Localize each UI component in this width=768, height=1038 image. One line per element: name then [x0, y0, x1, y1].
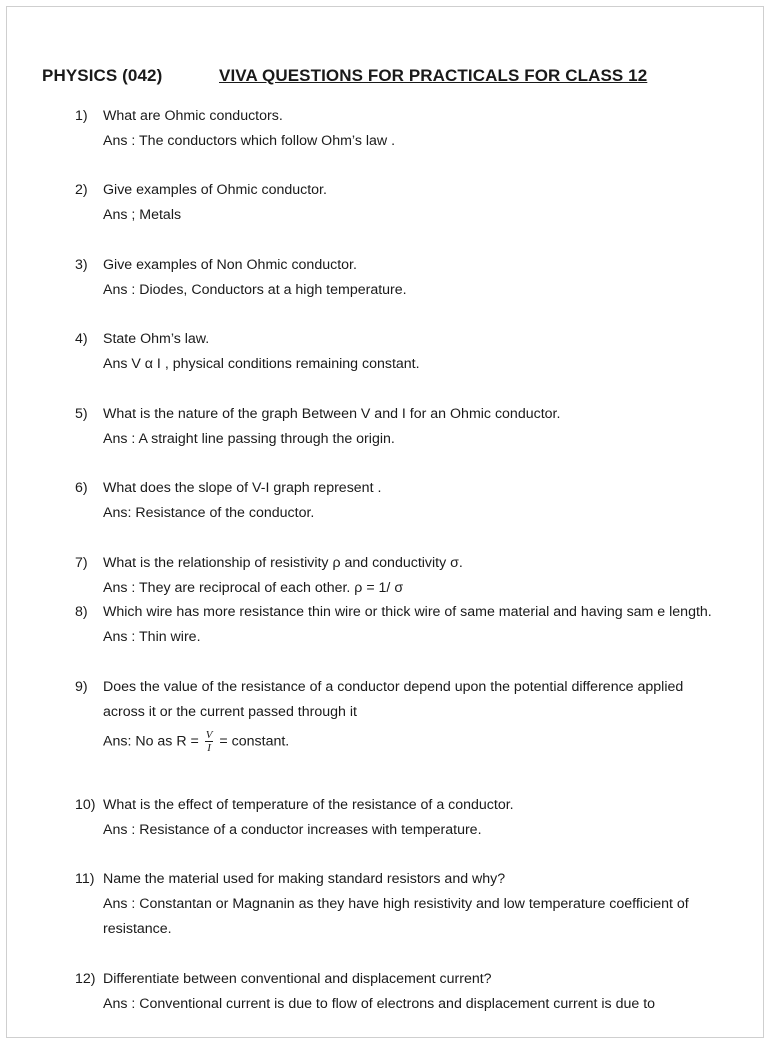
answer-text: Ans : Conventional current is due to flow of electrons and displacement current is due to: [103, 996, 656, 1012]
question-item: [75, 793, 725, 843]
answer-text: Ans : The conductors which follow Ohm’s law .: [103, 133, 396, 149]
question-item: [75, 104, 725, 154]
question-text: Does the value of the resistance of a conductor depend upon the potential difference applied across it or the current passed through it: [103, 679, 684, 720]
question-text: Which wire has more resistance thin wire or thick wire of same material and having sam e length.: [103, 604, 712, 620]
question-item: [75, 600, 725, 650]
question-number: 11): [75, 871, 95, 887]
answer-suffix: = constant.: [215, 733, 290, 750]
answer-text: Ans : Diodes, Conductors at a high temperature.: [103, 282, 407, 298]
question-item: [75, 402, 725, 452]
answer-text: Ans V α I , physical conditions remaining constant.: [103, 356, 420, 372]
question-item: [75, 253, 725, 303]
answer-text: Ans : Resistance of a conductor increases with temperature.: [103, 822, 482, 838]
question-text: Differentiate between conventional and displacement current?: [103, 971, 492, 987]
question-item: [75, 551, 725, 601]
question-text: Name the material used for making standard resistors and why?: [103, 871, 506, 887]
document-page: [6, 6, 764, 1038]
question-item: [75, 867, 725, 942]
question-number: 4): [75, 331, 88, 347]
question-text: Give examples of Ohmic conductor.: [103, 182, 327, 198]
fraction-numerator: V: [205, 729, 213, 741]
question-number: 10): [75, 797, 96, 813]
question-number: 6): [75, 480, 88, 496]
answer-text: Ans : Constantan or Magnanin as they have high resistivity and low temperature coefficient of resistance.: [103, 896, 689, 937]
question-text: Give examples of Non Ohmic conductor.: [103, 257, 357, 273]
question-item: [75, 967, 725, 1017]
resistance-fraction: [205, 729, 214, 754]
answer-text: Ans ; Metals: [103, 207, 182, 223]
page-header: [42, 66, 648, 86]
question-text: What are Ohmic conductors.: [103, 108, 283, 124]
answer-text: Ans : They are reciprocal of each other. ρ = 1/ σ: [103, 580, 404, 596]
question-text: What is the relationship of resistivity ρ and conductivity σ.: [103, 555, 463, 571]
question-number: 8): [75, 604, 88, 620]
question-text: State Ohm’s law.: [103, 331, 210, 347]
question-number: 3): [75, 257, 88, 273]
document-title: VIVA QUESTIONS FOR PRACTICALS FOR CLASS 12: [219, 66, 648, 85]
question-number: 1): [75, 108, 88, 124]
question-item: [75, 178, 725, 228]
question-item: [75, 675, 725, 754]
question-text: What is the effect of temperature of the resistance of a conductor.: [103, 797, 514, 813]
answer-text: Ans: Resistance of the conductor.: [103, 505, 315, 521]
subject-code: PHYSICS (042): [42, 66, 163, 85]
question-text: What is the nature of the graph Between V and I for an Ohmic conductor.: [103, 406, 561, 422]
question-number: 7): [75, 555, 88, 571]
question-item: [75, 327, 725, 377]
answer-text: Ans : A straight line passing through the origin.: [103, 431, 395, 447]
fraction-denominator: I: [207, 742, 211, 754]
question-text: What does the slope of V-I graph represent .: [103, 480, 382, 496]
question-number: 12): [75, 971, 96, 987]
question-number: 5): [75, 406, 88, 422]
answer-prefix: Ans: No as R =: [103, 733, 203, 750]
question-number: 9): [75, 679, 88, 695]
answer-text: Ans : Thin wire.: [103, 629, 201, 645]
question-number: 2): [75, 182, 88, 198]
question-item: [75, 476, 725, 526]
answer-text: [103, 729, 725, 754]
